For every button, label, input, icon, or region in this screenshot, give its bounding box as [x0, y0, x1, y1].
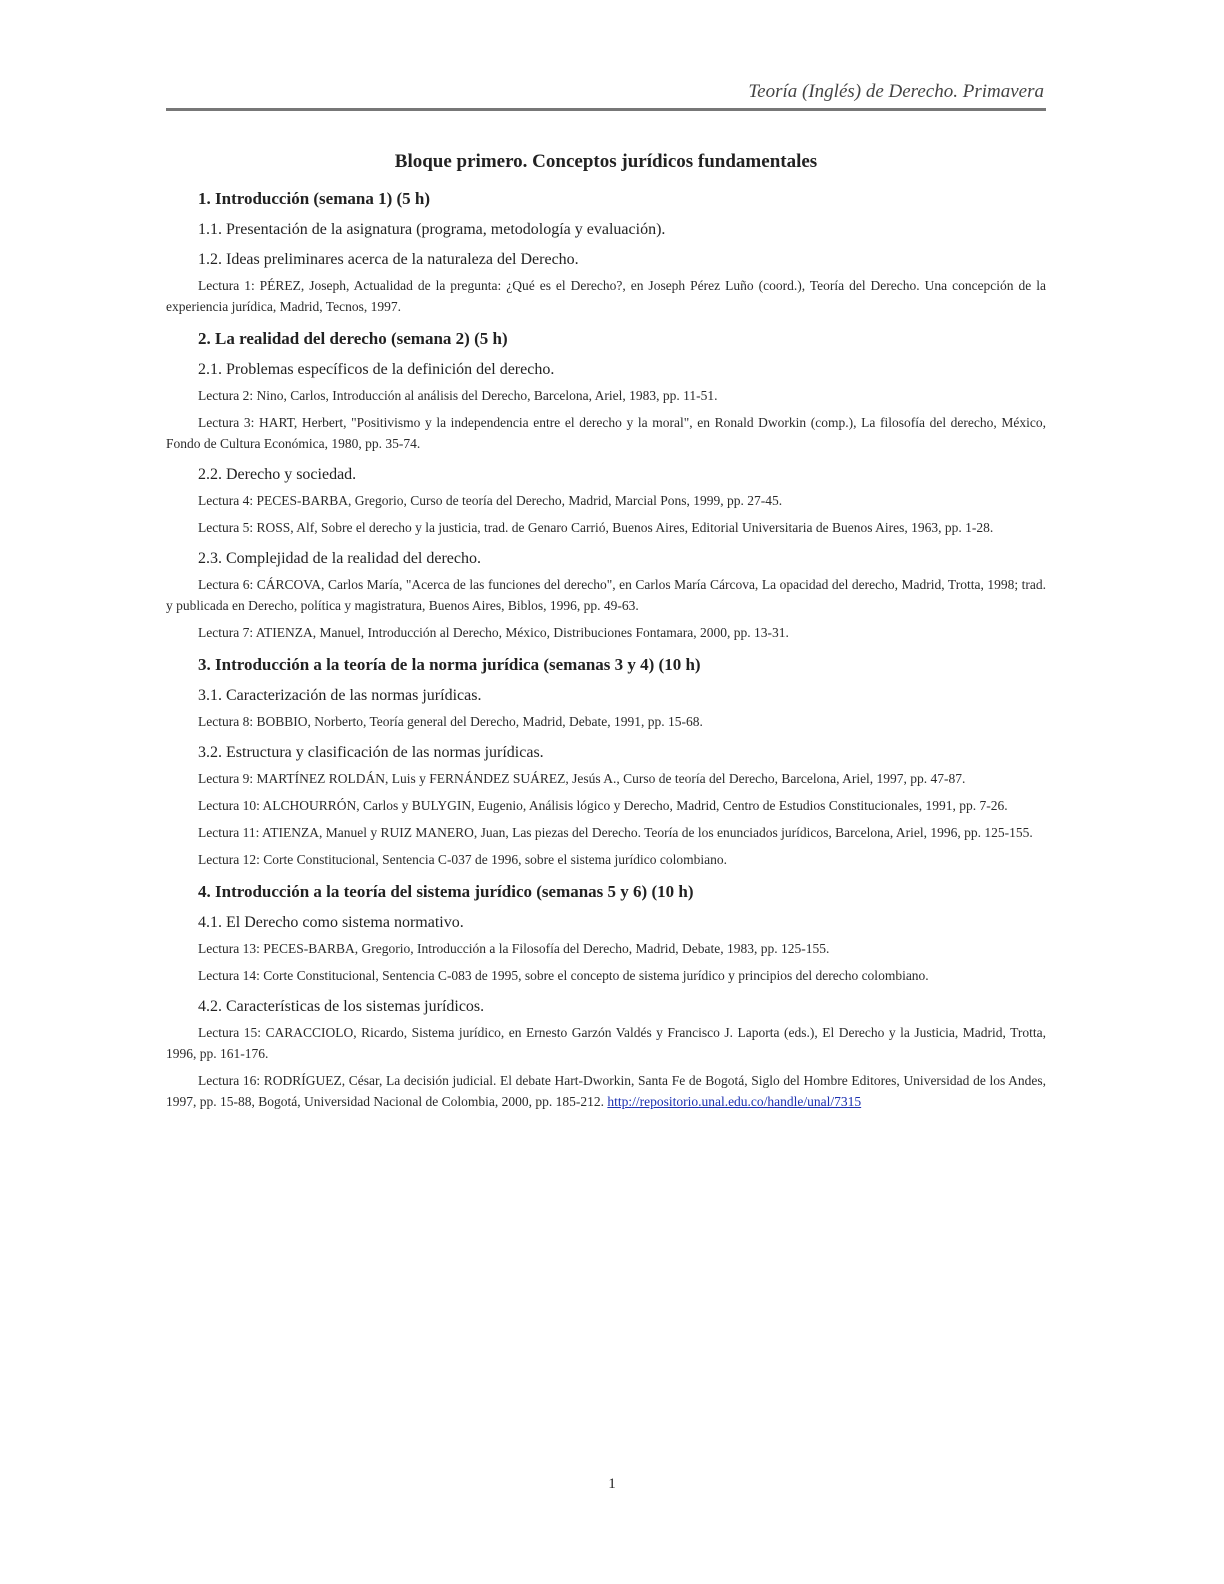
header-rule [166, 108, 1046, 111]
reading-text: Lectura 15: CARACCIOLO, Ricardo, Sistema jurídico, en Ernesto Garzón Valdés y Francisco J. Laporta (eds.), El Derecho y la Justicia, Madrid, Trotta, 1996, pp. 161-176. [166, 1025, 1046, 1061]
section-heading: 2. La realidad del derecho (semana 2) (5 h) [198, 329, 508, 348]
section-heading: 3. Introducción a la teoría de la norma jurídica (semanas 3 y 4) (10 h) [198, 655, 701, 674]
subsection-heading [198, 550, 1046, 568]
reading-text: Lectura 11: ATIENZA, Manuel y RUIZ MANERO, Juan, Las piezas del Derecho. Teoría de los enunciados jurídicos, Barcelona, Ariel, 1996, pp. 125-155. [198, 825, 1033, 840]
subsection-heading [198, 914, 1046, 932]
reading-text: Lectura 6: CÁRCOVA, Carlos María, "Acerca de las funciones del derecho", en Carlos María Cárcova, La opacidad del derecho, Madrid, Trotta, 1998; trad. y publicada en Derecho, política y magistratura, Buenos Aires, Biblos, 1996, pp. 49-63. [166, 577, 1046, 613]
reading-text: Lectura 2: Nino, Carlos, Introducción al análisis del Derecho, Barcelona, Ariel, 1983, pp. 11-51. [198, 388, 718, 403]
reading-text: Lectura 5: ROSS, Alf, Sobre el derecho y la justicia, trad. de Genaro Carrió, Buenos Aires, Editorial Universitaria de Buenos Aires, 1963, pp. 1-28. [198, 520, 994, 535]
subsection-heading [198, 998, 1046, 1016]
reading-entry [166, 490, 1046, 511]
document-page [166, 78, 1046, 1118]
reading-entry [166, 1070, 1046, 1112]
subsection-text: 1.2. Ideas preliminares acerca de la naturaleza del Derecho. [198, 251, 579, 268]
subsection-heading [198, 466, 1046, 484]
section-heading: 1. Introducción (semana 1) (5 h) [198, 189, 431, 208]
subsection-text: 3.1. Caracterización de las normas jurídicas. [198, 687, 482, 704]
subsection-heading [198, 687, 1046, 705]
reading-entry [166, 574, 1046, 616]
running-header: Teoría (Inglés) de Derecho. Primavera [748, 81, 1044, 102]
reading-entry [166, 795, 1046, 816]
reading-text: Lectura 1: PÉREZ, Joseph, Actualidad de la pregunta: ¿Qué es el Derecho?, en Joseph Pérez Luño (coord.), Teoría del Derecho. Una concepción de la experiencia jurídica, Madrid, Tecnos, 1997. [166, 278, 1046, 314]
reading-text: Lectura 13: PECES-BARBA, Gregorio, Introducción a la Filosofía del Derecho, Madrid, Debate, 1983, pp. 125-155. [198, 941, 830, 956]
reading-entry [166, 822, 1046, 843]
reading-entry [166, 385, 1046, 406]
syllabus-sections [166, 189, 1046, 1112]
reading-entry [166, 412, 1046, 454]
reading-text: Lectura 3: HART, Herbert, "Positivismo y la independencia entre el derecho y la moral", en Ronald Dworkin (comp.), La filosofía del derecho, México, Fondo de Cultura Económica, 1980, pp. 35-74. [166, 415, 1046, 451]
reading-text: Lectura 12: Corte Constitucional, Sentencia C-037 de 1996, sobre el sistema jurídico colombiano. [198, 852, 728, 867]
subsection-heading [198, 251, 1046, 269]
reading-text: Lectura 10: ALCHOURRÓN, Carlos y BULYGIN, Eugenio, Análisis lógico y Derecho, Madrid, Centro de Estudios Constitucionales, 1991, pp. 7-26. [198, 798, 1008, 813]
reading-entry [166, 1022, 1046, 1064]
reading-entry [166, 965, 1046, 986]
subsection-text: 1.1. Presentación de la asignatura (programa, metodología y evaluación). [198, 221, 666, 238]
reading-entry [166, 622, 1046, 643]
reading-text: Lectura 7: ATIENZA, Manuel, Introducción al Derecho, México, Distribuciones Fontamara, 2000, pp. 13-31. [198, 625, 789, 640]
reading-entry [166, 768, 1046, 789]
section-heading: 4. Introducción a la teoría del sistema jurídico (semanas 5 y 6) (10 h) [198, 882, 694, 901]
subsection-text: 2.2. Derecho y sociedad. [198, 466, 357, 483]
subsection-text: 3.2. Estructura y clasificación de las normas jurídicas. [198, 744, 544, 761]
subsection-heading [198, 744, 1046, 762]
reading-entry [166, 849, 1046, 870]
subsection-text: 4.2. Características de los sistemas jurídicos. [198, 998, 485, 1015]
reading-entry [166, 938, 1046, 959]
reading-text: Lectura 9: MARTÍNEZ ROLDÁN, Luis y FERNÁNDEZ SUÁREZ, Jesús A., Curso de teoría del Derecho, Barcelona, Ariel, 1997, pp. 47-87. [198, 771, 966, 786]
subsection-heading [198, 221, 1046, 239]
subsection-text: 4.1. El Derecho como sistema normativo. [198, 914, 464, 931]
subsection-text: 2.3. Complejidad de la realidad del derecho. [198, 550, 482, 567]
reading-text: Lectura 16: RODRÍGUEZ, César, La decisión judicial. El debate Hart-Dworkin, Santa Fe de Bogotá, Siglo del Hombre Editores, Universidad de los Andes, 1997, pp. 15-88, Bogotá, Universidad Nacional de Colombia, 2000, pp. 185-212. [166, 1073, 1046, 1109]
reading-entry [166, 711, 1046, 732]
reading-text: Lectura 14: Corte Constitucional, Sentencia C-083 de 1995, sobre el concepto de sistema jurídico y principios del derecho colombiano. [198, 968, 929, 983]
reading-entry [166, 517, 1046, 538]
subsection-heading [198, 361, 1046, 379]
page-number: 1 [608, 1476, 616, 1492]
reading-text: Lectura 4: PECES-BARBA, Gregorio, Curso de teoría del Derecho, Madrid, Marcial Pons, 1999, pp. 27-45. [198, 493, 783, 508]
document-title: Bloque primero. Conceptos jurídicos fundamentales [394, 151, 818, 172]
reading-entry [166, 275, 1046, 317]
subsection-text: 2.1. Problemas específicos de la definición del derecho. [198, 361, 555, 378]
reading-link[interactable]: http://repositorio.unal.edu.co/handle/unal/7315 [607, 1094, 862, 1109]
reading-text: Lectura 8: BOBBIO, Norberto, Teoría general del Derecho, Madrid, Debate, 1991, pp. 15-68. [198, 714, 703, 729]
